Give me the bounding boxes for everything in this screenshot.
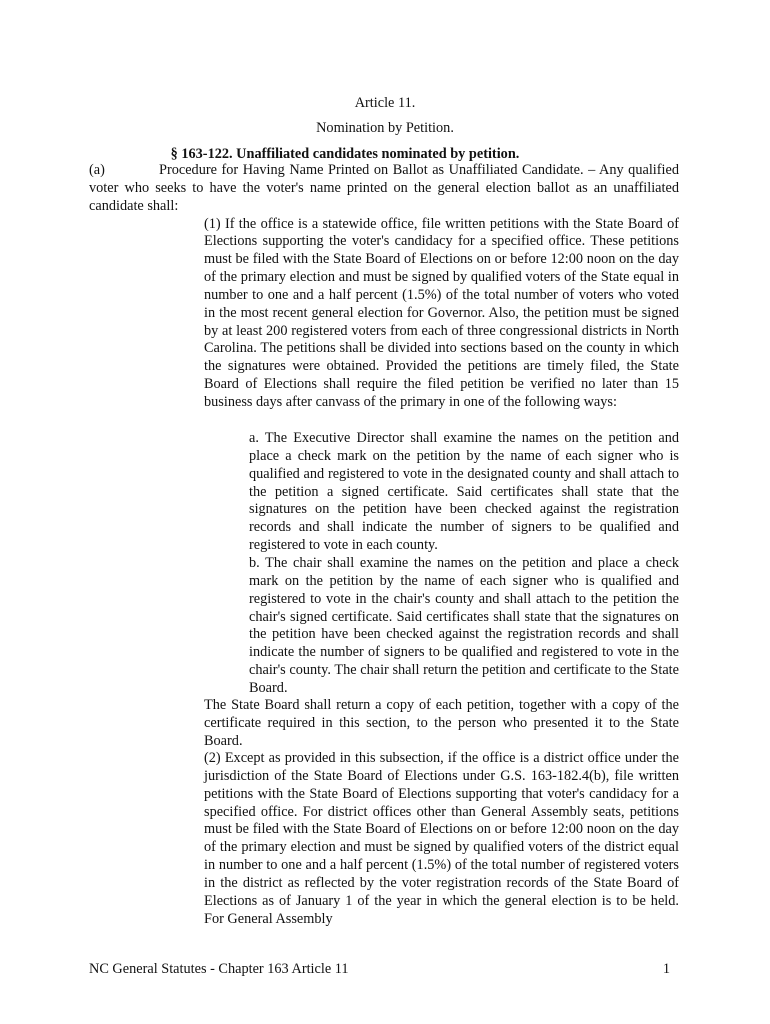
subsection-a-text: Procedure for Having Name Printed on Ballot as Unaffiliated Candidate. – Any qualified voter who seeks to have the voter's name printed on the general election ballot as an unaffiliated candidate shall: <box>89 162 679 214</box>
subsection-a <box>89 162 679 216</box>
item-1-paragraph: (1) If the office is a statewide office, file written petitions with the State Board of Elections supporting the voter's candidacy for a specified office. These petitions must be filed with the State Board of Elections on or before 12:00 noon on the day of the primary election and must be signed by qualified voters of the State equal in number to one and a half percent (1.5%) of the total number of voters who voted in the most recent general election for Governor. Also, the petition must be signed by at least 200 registered voters from each of three congressional districts in North Carolina. The petitions shall be divided into sections based on the county in which the signatures were obtained. Provided the petitions are timely filed, the State Board of Elections shall require the filed petition be verified no later than 15 business days after canvass of the primary in one of the following ways: <box>204 215 679 410</box>
item-1b-paragraph: b. The chair shall examine the names on the petition and place a check mark on the petition by the name of each signer who is qualified and registered to vote in the chair's county and shall attach to the petition the chair's signed certificate. Said certificates shall state that the signatures on the petition have been checked against the registration records and shall indicate the number of signers to be qualified and registered to vote in the chair's county. The chair shall return the petition and certificate to the State Board. <box>249 555 679 696</box>
article-title: Article 11. <box>354 95 416 111</box>
footer-page-number: 1 <box>662 961 670 977</box>
item-1a-paragraph: a. The Executive Director shall examine the names on the petition and place a check mark on the petition by the name of each signer who is qualified and registered to vote in the designated county and shall attach to the petition a signed certificate. Said certificates shall state that the signatures on the petition have been checked against the registration records and shall indicate the number of signers to be qualified and registered to vote in each county. <box>249 430 679 554</box>
section-heading: § 163-122. Unaffiliated candidates nominated by petition. <box>170 146 520 162</box>
footer-title: NC General Statutes - Chapter 163 Article 11 <box>89 961 349 977</box>
article-subtitle: Nomination by Petition. <box>316 120 454 136</box>
item-2-paragraph: (2) Except as provided in this subsection, if the office is a district office under the jurisdiction of the State Board of Elections under G.S. 163-182.4(b), file written petitions with the State Board of Elections supporting that voter's candidacy for a specified office. For district offices other than General Assembly seats, petitions must be filed with the State Board of Elections on or before 12:00 noon on the day of the primary election and must be signed by qualified voters of the district equal in number to one and a half percent (1.5%) of the total number of registered voters in the district as reflected by the voter registration records of the State Board of Elections as of January 1 of the year in which the general election is to be held. For General Assembly <box>204 750 679 927</box>
return-paragraph: The State Board shall return a copy of each petition, together with a copy of the certificate required in this section, to the person who presented it to the State Board. <box>204 697 679 749</box>
subsection-a-label: (a) <box>89 162 105 178</box>
